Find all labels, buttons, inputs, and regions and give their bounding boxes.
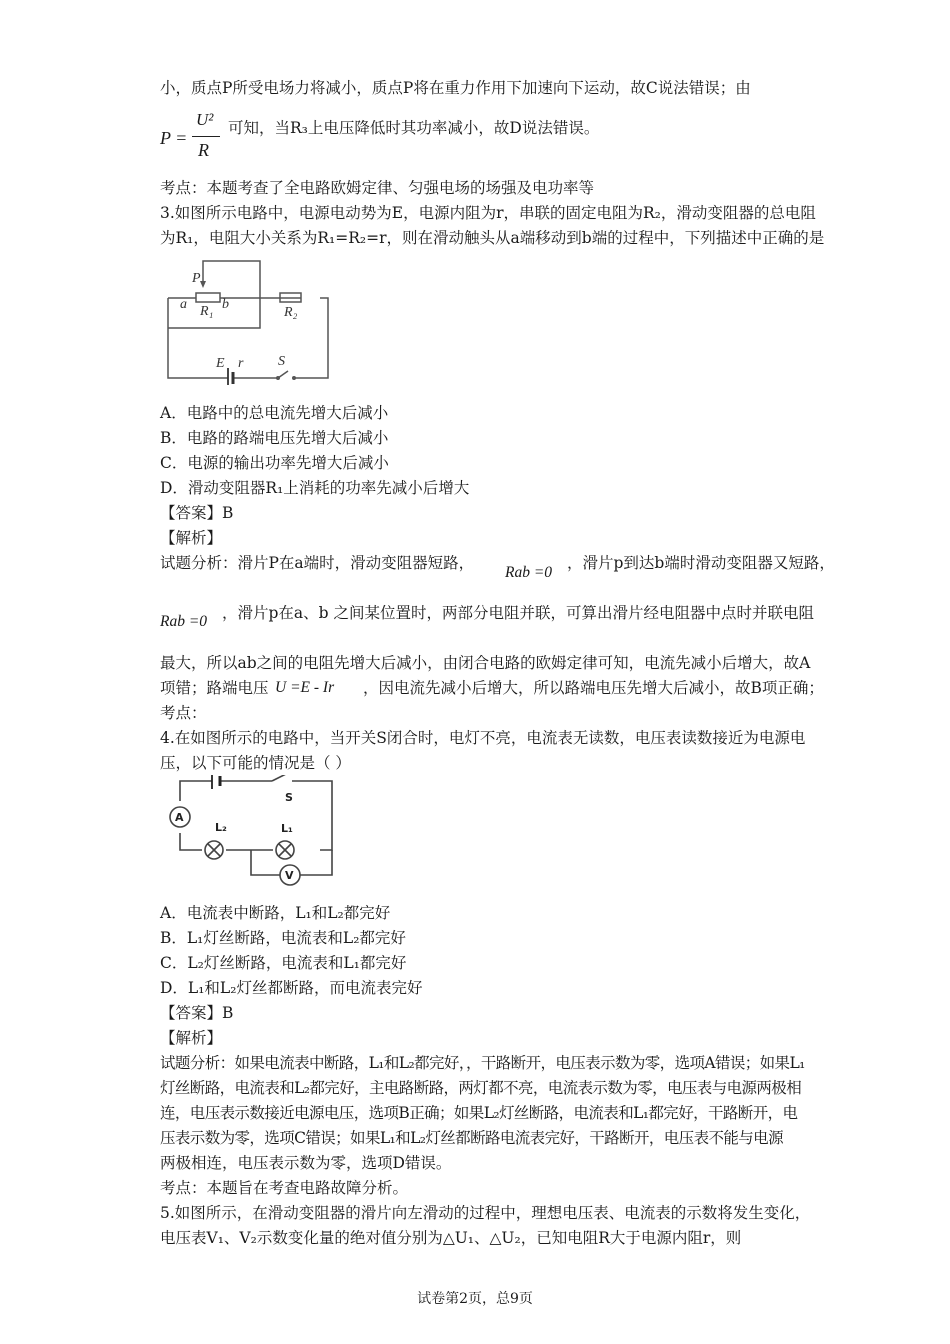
option-a: A．电路中的总电流先增大后减小 bbox=[160, 404, 389, 422]
label-R1: R₁ bbox=[200, 304, 214, 319]
analysis-text: 连，电压表示数接近电源电压，选项B正确；如果L₂灯丝断路，电流表和L₁都完好，干路断开，电 bbox=[160, 1104, 798, 1122]
option-c: C．L₂灯丝断路，电流表和L₁都完好 bbox=[160, 954, 407, 972]
option-d: D．L₁和L₂灯丝都断路，而电流表完好 bbox=[160, 979, 423, 997]
analysis-text: ，滑片p在a、b 之间某位置时，两部分电阻并联，可算出滑片经电阻器中点时并联电阻 bbox=[222, 604, 815, 622]
math-rab: Rab =0 bbox=[160, 613, 208, 630]
circuit-diagram-q3 bbox=[160, 255, 335, 385]
label-a: a bbox=[180, 297, 187, 312]
formula-denominator: R bbox=[198, 140, 209, 160]
label-S: S bbox=[278, 354, 285, 369]
analysis-text: ，因电流先减小后增大，所以路端电压先增大后减小，故B项正确； bbox=[363, 679, 824, 697]
fraction-bar bbox=[192, 136, 220, 137]
label-P: P bbox=[192, 271, 201, 286]
label-r: r bbox=[238, 356, 244, 371]
label-E: E bbox=[216, 356, 225, 371]
analysis-text: 灯丝断路，电流表和L₂都完好，主电路断路，两灯都不亮，电流表示数为零，电压表与电源两极相 bbox=[160, 1079, 802, 1097]
switch-label: S bbox=[285, 791, 293, 804]
option-d: D．滑动变阻器R₁上消耗的功率先减小后增大 bbox=[160, 479, 470, 497]
lamp-l1-label: L₁ bbox=[281, 822, 293, 835]
page-footer: 试卷第2页，总9页 bbox=[417, 1291, 533, 1307]
analysis-heading: 【解析】 bbox=[160, 1029, 223, 1047]
voltmeter-label: V bbox=[285, 869, 294, 882]
analysis-heading: 【解析】 bbox=[160, 529, 223, 547]
math-rab: Rab =0 bbox=[505, 564, 553, 581]
answer: 【答案】B bbox=[160, 504, 234, 522]
math-terminal-voltage: U =E - Ir bbox=[275, 679, 335, 696]
formula-lhs: P = bbox=[160, 128, 188, 148]
analysis-text: 试题分析：如果电流表中断路，L₁和L₂都完好，，干路断开，电压表示数为零，选项A错误；如果L₁ bbox=[160, 1054, 805, 1072]
option-b: B．电路的路端电压先增大后减小 bbox=[160, 429, 389, 447]
key-point: 考点： bbox=[160, 704, 207, 722]
analysis-text: 两极相连，电压表示数为零，选项D错误。 bbox=[160, 1154, 452, 1172]
option-b: B．L₁灯丝断路，电流表和L₂都完好 bbox=[160, 929, 406, 947]
text-line: 考点：本题考查了全电路欧姆定律、匀强电场的场强及电功率等 bbox=[160, 179, 595, 197]
question-3-stem: 3.如图所示电路中，电源电动势为E，电源内阻为r，串联的固定电阻为R₂，滑动变阻器的总电阻 bbox=[160, 204, 816, 222]
analysis-text: 试题分析：滑片P在a端时，滑动变阻器短路， bbox=[160, 554, 475, 572]
question-5-stem: 电压表V₁、V₂示数变化量的绝对值分别为△U₁、△U₂，已知电阻R大于电源内阻r，则 bbox=[160, 1229, 742, 1247]
label-b: b bbox=[222, 297, 229, 312]
circuit-diagram-q4 bbox=[160, 775, 340, 890]
label-R2: R₂ bbox=[284, 305, 298, 320]
analysis-text: 压表示数为零，选项C错误；如果L₁和L₂灯丝都断路电流表完好，干路断开，电压表不能与电源 bbox=[160, 1129, 783, 1147]
question-4-stem: 4.在如图所示的电路中，当开关S闭合时，电灯不亮，电流表无读数，电压表读数接近为电源电 bbox=[160, 729, 806, 747]
power-formula bbox=[160, 110, 230, 168]
option-c: C．电源的输出功率先增大后减小 bbox=[160, 454, 389, 472]
text-line: 可知，当R₃上电压降低时其功率减小，故D说法错误。 bbox=[228, 119, 600, 137]
option-a: A．电流表中断路，L₁和L₂都完好 bbox=[160, 904, 391, 922]
analysis-text: 项错；路端电压 bbox=[160, 679, 269, 697]
text-line: 小，质点P所受电场力将减小，质点P将在重力作用下加速向下运动，故C说法错误；由 bbox=[160, 79, 751, 97]
formula-numerator: U² bbox=[196, 110, 214, 129]
analysis-text: ，滑片p到达b端时滑动变阻器又短路， bbox=[567, 554, 835, 572]
answer: 【答案】B bbox=[160, 1004, 234, 1022]
analysis-text: 最大，所以ab之间的电阻先增大后减小，由闭合电路的欧姆定律可知，电流先减小后增大，故A bbox=[160, 654, 811, 672]
ammeter-label: A bbox=[175, 811, 184, 824]
key-point: 考点：本题旨在考查电路故障分析。 bbox=[160, 1179, 409, 1197]
lamp-l2-label: L₂ bbox=[215, 821, 227, 834]
question-4-stem: 压，以下可能的情况是（ ） bbox=[160, 754, 351, 772]
question-5-stem: 5.如图所示，在滑动变阻器的滑片向左滑动的过程中，理想电压表、电流表的示数将发生变化， bbox=[160, 1204, 811, 1222]
question-3-stem: 为R₁，电阻大小关系为R₁=R₂=r，则在滑动触头从a端移动到b端的过程中，下列描述中正确的是 bbox=[160, 229, 825, 247]
